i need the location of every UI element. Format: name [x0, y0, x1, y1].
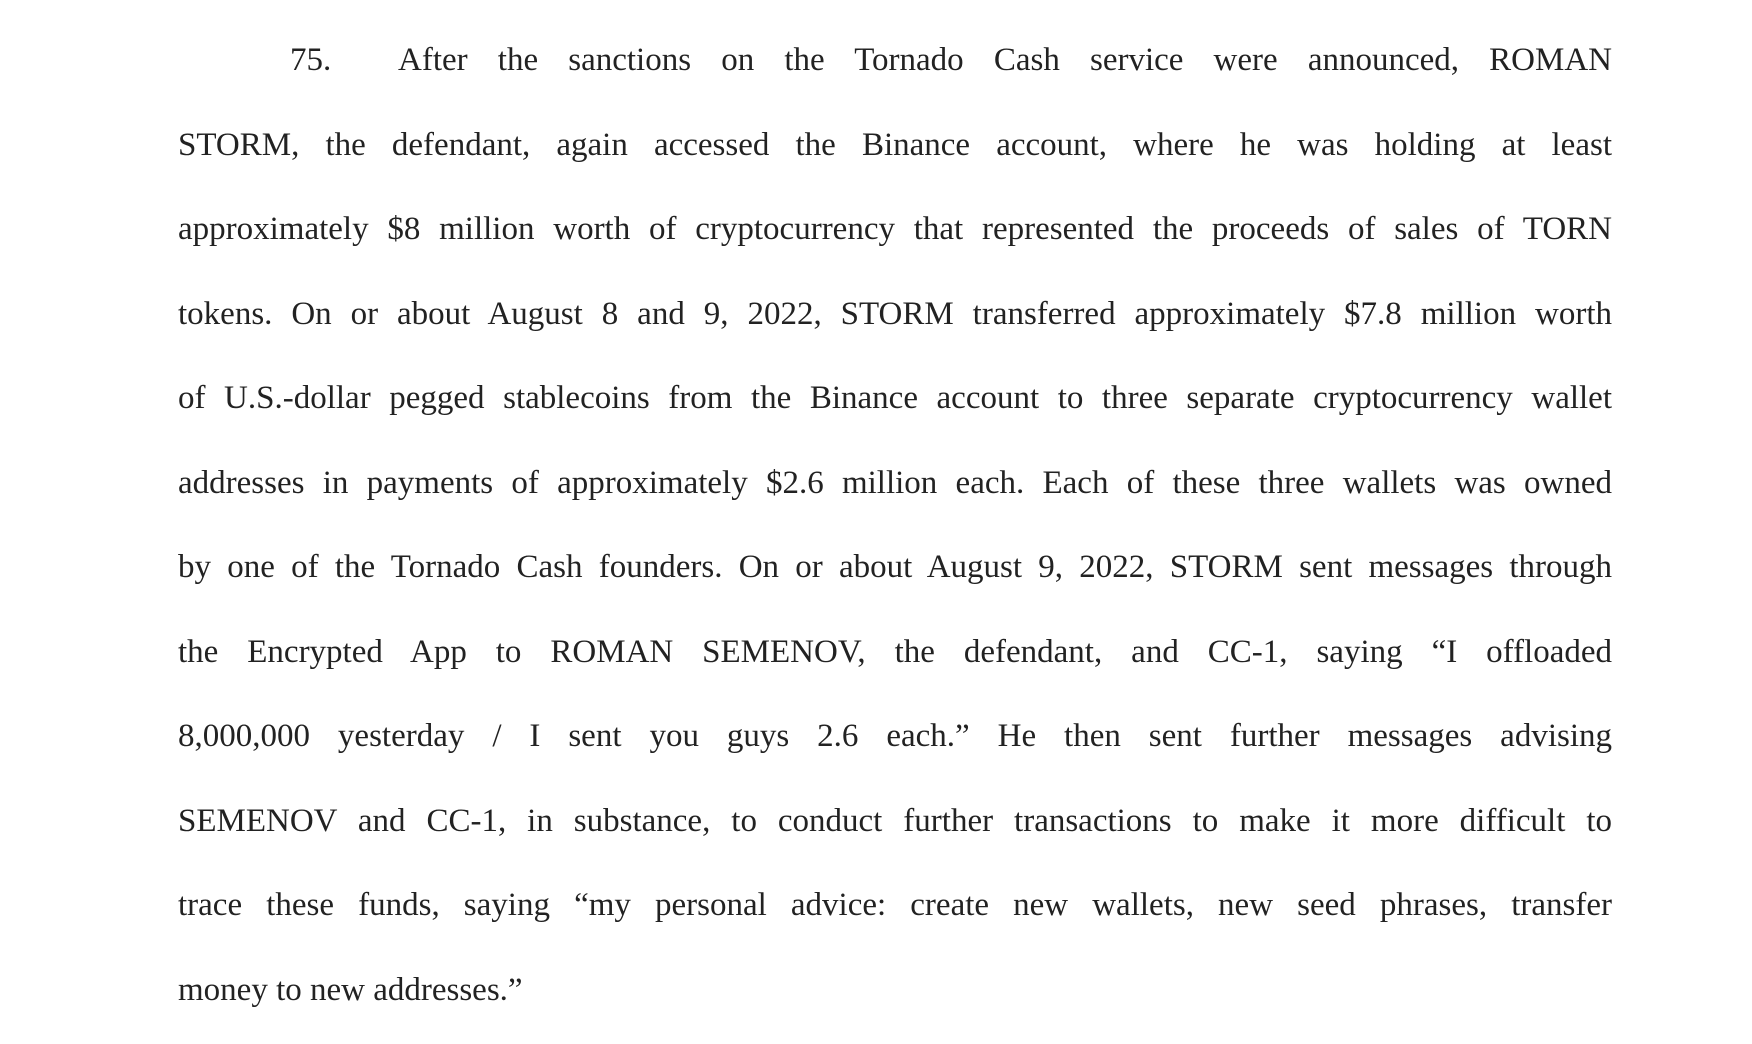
paragraph-first-line — [178, 30, 1612, 115]
paragraph-line-3: approximately $8 million worth of cryptocurrency that represented the proceeds of sales of TORN — [178, 199, 1612, 284]
paragraph-line-11: trace these funds, saying “my personal advice: create new wallets, new seed phrases, transfer — [178, 875, 1612, 960]
paragraph-line-4: tokens. On or about August 8 and 9, 2022, STORM transferred approximately $7.8 million worth — [178, 284, 1612, 369]
paragraph-75 — [178, 30, 1612, 1044]
paragraph-line-10: SEMENOV and CC-1, in substance, to conduct further transactions to make it more difficult to — [178, 791, 1612, 876]
paragraph-line-12: money to new addresses.” — [178, 960, 1612, 1044]
paragraph-line-2: STORM, the defendant, again accessed the Binance account, where he was holding at least — [178, 115, 1612, 200]
paragraph-line-8: the Encrypted App to ROMAN SEMENOV, the defendant, and CC-1, saying “I offloaded — [178, 622, 1612, 707]
paragraph-line-7: by one of the Tornado Cash founders. On or about August 9, 2022, STORM sent messages through — [178, 537, 1612, 622]
paragraph-line-9: 8,000,000 yesterday / I sent you guys 2.6 each.” He then sent further messages advising — [178, 706, 1612, 791]
paragraph-line-6: addresses in payments of approximately $2.6 million each. Each of these three wallets was owned — [178, 453, 1612, 538]
paragraph-line-5: of U.S.-dollar pegged stablecoins from the Binance account to three separate cryptocurrency wallet — [178, 368, 1612, 453]
paragraph-line-1: After the sanctions on the Tornado Cash service were announced, ROMAN — [398, 30, 1612, 115]
paragraph-number: 75. — [178, 30, 398, 115]
